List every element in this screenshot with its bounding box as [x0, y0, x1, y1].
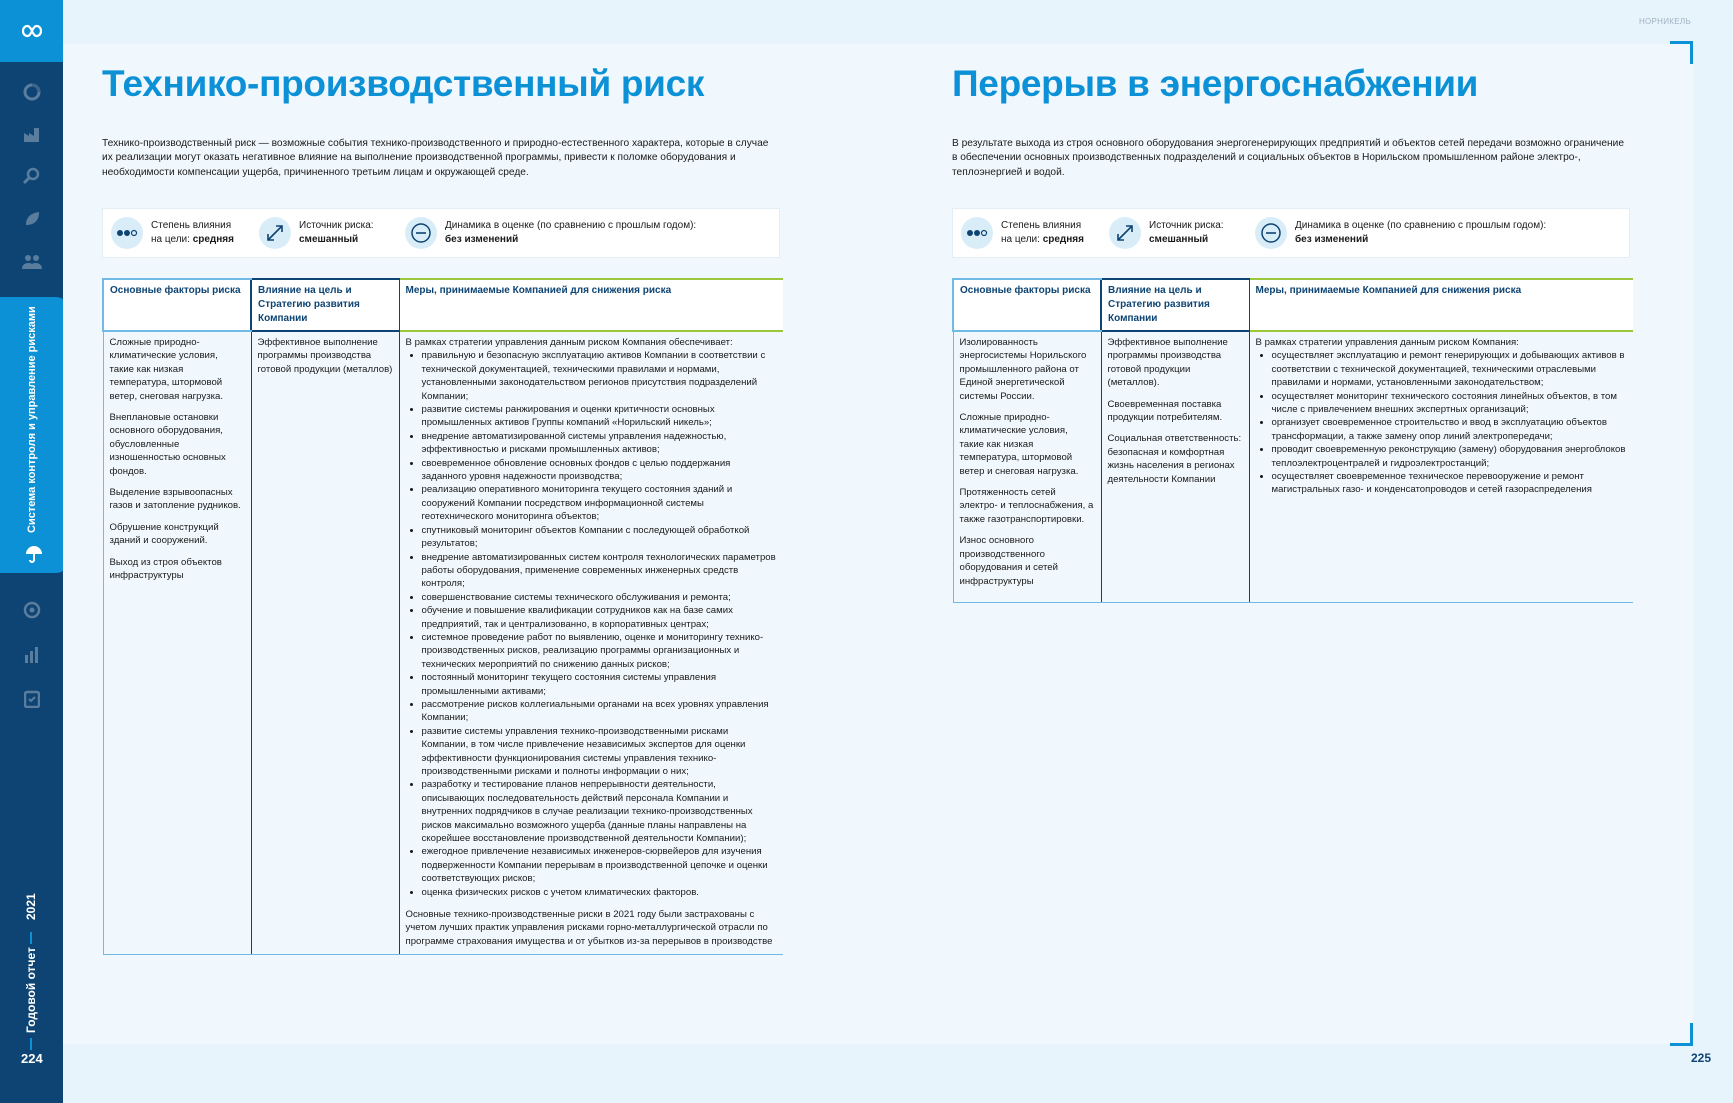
- measure-item: • внедрение автоматизированной системы управления надежностью, эффективностью и рисками промышленных активов;: [422, 430, 778, 457]
- dynamics-label: Динамика в оценке (по сравнению с прошлым годом):: [445, 219, 697, 231]
- dynamics-value: без изменений: [1295, 234, 1369, 245]
- source-value: смешанный: [299, 234, 359, 245]
- report-year: 2021: [24, 893, 38, 920]
- dynamics-info: [1255, 217, 1546, 249]
- arrows-icon: [1109, 217, 1141, 249]
- measure-item: • спутниковый мониторинг объектов Компании с последующей обработкой результатов;: [422, 524, 778, 551]
- measure-item: • обучение и повышение квалификации сотрудников как на базе самих предприятий, так и централизованно, в корпоративных центрах;: [422, 604, 778, 631]
- impact-item: Социальная ответственность: безопасная и комфортная жизнь населения в регионах деятельности Компании: [1107, 433, 1242, 485]
- factor-item: Выделение взрывоопасных газов и затопление рудников.: [109, 487, 241, 512]
- impact-info: [961, 217, 1093, 249]
- table-header: Меры, принимаемые Компанией для снижения риска: [1249, 279, 1633, 331]
- factor-item: Износ основного производственного оборудования и сетей инфраструктуры: [959, 535, 1058, 587]
- measure-item: • постоянный мониторинг текущего состояния системы управления промышленными активами;: [422, 671, 778, 698]
- impact-item: Эффективное выполнение программы производства готовой продукции (металлов).: [1107, 337, 1228, 389]
- right-page: [952, 58, 1632, 603]
- impact-info: [111, 217, 243, 249]
- factor-item: Протяженность сетей электро- и теплоснабжения, а также газотранспортировки.: [959, 487, 1094, 525]
- factor-item: Сложные природно-климатические условия, такие как низкая температура, штормовой ветер, снеговая нагрузка.: [109, 337, 223, 402]
- risk-table: [102, 278, 783, 955]
- measure-item: • осуществляет эксплуатацию и ремонт генерирующих и добывающих активов в соответствии с технической документацией, техническими отраслевыми правилами и нормами, установленными законодательством;: [1272, 349, 1628, 389]
- source-label: Источник риска:: [1149, 219, 1224, 231]
- impact-label: Степень влияния на цели:: [1001, 219, 1082, 245]
- globe-icon[interactable]: [22, 600, 42, 620]
- risk-info-box: [102, 208, 780, 258]
- corner-mark: [1670, 41, 1693, 64]
- arrows-icon: [259, 217, 291, 249]
- source-info: [259, 217, 389, 249]
- measure-item: • оценка физических рисков с учетом климатических факторов.: [422, 886, 778, 899]
- page-number-left: 224: [21, 1051, 43, 1066]
- impact-label: Степень влияния на цели:: [151, 219, 232, 245]
- source-info: [1109, 217, 1239, 249]
- measure-item: • ежегодное привлечение независимых инженеров-сюрвейеров для изучения подверженности Компании перерывам в производственной цепочке и оценки соответствующих рисков;: [422, 845, 778, 885]
- source-value: смешанный: [1149, 234, 1209, 245]
- search-icon[interactable]: [22, 166, 42, 186]
- logo-icon: [20, 22, 44, 40]
- factor-item: Обрушение конструкций зданий и сооружений.: [109, 521, 219, 547]
- measure-item: • рассмотрение рисков коллегиальными органами на всех уровнях управления Компании;: [422, 698, 778, 725]
- section-title: Система контроля и управление рисками: [26, 306, 38, 533]
- factor-item: Изолированность энергосистемы Норильского промышленного района от Единой энергетической системы России.: [959, 337, 1087, 402]
- measures-outro: Основные технико-производственные риски в 2021 году были застрахованы с учетом лучших практик управления рисками горно-металлургической отрасли по программе страхования имущества и от убытков из-за перерывов в производстве: [405, 909, 773, 947]
- measure-item: • развитие системы ранжирования и оценки критичности основных промышленных активов Группы компаний «Норильский никель»;: [422, 403, 778, 430]
- measure-item: • проводит своевременную реконструкцию (замену) оборудования энергоблоков теплоэлектроцентралей и гидроэлектростанций;: [1272, 443, 1628, 470]
- measure-item: • организует своевременное строительство и ввод в эксплуатацию объектов трансформации, а также замену опор линий электропередачи;: [1272, 416, 1628, 443]
- people-icon[interactable]: [22, 252, 42, 272]
- measure-item: • осуществляет мониторинг технического состояния линейных объектов, в том числе с привлечением внешних экспертных организаций;: [1272, 390, 1628, 417]
- factor-item: Внеплановые остановки основного оборудования, обусловленные изношенностью основных фондов.: [109, 412, 226, 477]
- measures-cell: [399, 331, 783, 955]
- measure-item: • реализацию оперативного мониторинга текущего состояния зданий и сооружений Компании посредством информационной системы геотехнического мониторинга объектов;: [422, 483, 778, 523]
- measure-item: • совершенствование системы технического обслуживания и ремонта;: [422, 591, 778, 604]
- measure-item: • внедрение автоматизированных систем контроля технологических параметров работы оборудования, применение современных инженерных средств контроля;: [422, 551, 778, 591]
- measures-intro: В рамках стратегии управления данным риском Компания обеспечивает:: [405, 337, 733, 348]
- measure-item: • развитие системы управления технико-производственными рисками Компании, в том числе привлечение независимых экспертов для оценки эффективности функционирования системы управления технико-производственными рисками и полноты информации о них;: [422, 725, 778, 779]
- corner-mark: [1670, 1023, 1693, 1046]
- factor-item: Выход из строя объектов инфраструктуры: [109, 556, 222, 582]
- table-header: Влияние на цель и Стратегию развития Компании: [1101, 279, 1249, 331]
- table-header: Меры, принимаемые Компанией для снижения риска: [399, 279, 783, 331]
- bar-chart-icon[interactable]: [22, 645, 42, 665]
- dynamics-label: Динамика в оценке (по сравнению с прошлым годом):: [1295, 219, 1547, 231]
- clipboard-icon[interactable]: [22, 689, 42, 709]
- factors-cell: [953, 331, 1101, 602]
- chart-ring-icon[interactable]: [22, 82, 42, 102]
- measure-item: • системное проведение работ по выявлению, оценке и мониторингу технико-производственных рисков, реализацию программы организационных и технических мероприятий по снижению данных рисков;: [422, 631, 778, 671]
- leaf-icon[interactable]: [22, 209, 42, 229]
- impact-value: средняя: [192, 234, 234, 245]
- impact-item: Своевременная поставка продукции потребителям.: [1107, 398, 1223, 424]
- risk-info-box: [952, 208, 1630, 258]
- measures-cell: [1249, 331, 1633, 602]
- umbrella-icon: [24, 544, 44, 564]
- brand-label: НОРНИКЕЛЬ: [1638, 17, 1691, 26]
- factory-icon[interactable]: [22, 124, 42, 144]
- dots-icon: [111, 217, 143, 249]
- page-number-right: 225: [1690, 1051, 1711, 1065]
- impact-value: средняя: [1042, 234, 1084, 245]
- impact-cell: [1101, 331, 1249, 602]
- measure-item: • разработку и тестирование планов непрерывности деятельности, описывающих последовательность действий персонала Компании и внутренних подрядчиков в случае реализации технико-производственных рисков максимально возможного ущерба (данные планы направлены на скорейшее восстановление производственной деятельности Компании);: [422, 778, 778, 845]
- page-title: Технико-производственный риск: [102, 63, 705, 104]
- measure-item: • правильную и безопасную эксплуатацию активов Компании в соответствии с технической документацией, техническими правилами и нормами, установленными законодательством регионов присутствия подразделений Компании;: [422, 349, 778, 403]
- measures-intro: В рамках стратегии управления данным риском Компания:: [1255, 337, 1519, 348]
- factors-cell: [103, 331, 251, 955]
- dots-icon: [961, 217, 993, 249]
- measures-list: [406, 349, 778, 899]
- logo[interactable]: [0, 0, 63, 62]
- table-header: Основные факторы риска: [953, 279, 1101, 331]
- measures-list: [1256, 349, 1628, 496]
- impact-cell: [251, 331, 399, 955]
- table-header: Основные факторы риска: [103, 279, 251, 331]
- minus-circle-icon: [1255, 217, 1287, 249]
- report-label: Годовой отчет: [24, 947, 38, 1033]
- dynamics-value: без изменений: [445, 234, 519, 245]
- table-header: Влияние на цель и Стратегию развития Компании: [251, 279, 399, 331]
- page-title: Перерыв в энергоснабжении: [952, 63, 1479, 104]
- intro-text: Технико-производственный риск — возможные события технико-производственного и природно-естественного характера, которые в случае их реализации могут оказать негативное влияние на выполнение производственной программы, привести к поломке оборудования и необходимости компенсации ущерба, причиненного третьим лицам и окружающей среде.: [102, 138, 769, 178]
- minus-circle-icon: [405, 217, 437, 249]
- sidebar: [0, 0, 63, 1103]
- factor-item: Сложные природно-климатические условия, такие как низкая температура, штормовой ветер и снеговая нагрузка.: [959, 412, 1079, 477]
- measure-item: • осуществляет своевременное техническое перевооружение и ремонт магистральных газо- и конденсатопроводов и сетей газораспределения: [1272, 470, 1628, 497]
- impact-item: Эффективное выполнение программы производства готовой продукции (металлов): [257, 337, 393, 375]
- divider: [30, 1038, 32, 1050]
- dynamics-info: [405, 217, 696, 249]
- divider: [30, 932, 32, 944]
- left-page: [102, 58, 782, 955]
- risk-table: [952, 278, 1633, 603]
- measure-item: • своевременное обновление основных фондов с целью поддержания заданного уровня надежности производства;: [422, 457, 778, 484]
- intro-text: В результате выхода из строя основного оборудования энергогенерирующих предприятий и объектов сетей передачи возможно ограничение в обеспечении основных производственных подразделений и социальных объектов в Норильском промышленном районе электро-, теплоэнергией и водой.: [952, 138, 1624, 178]
- source-label: Источник риска:: [299, 219, 374, 231]
